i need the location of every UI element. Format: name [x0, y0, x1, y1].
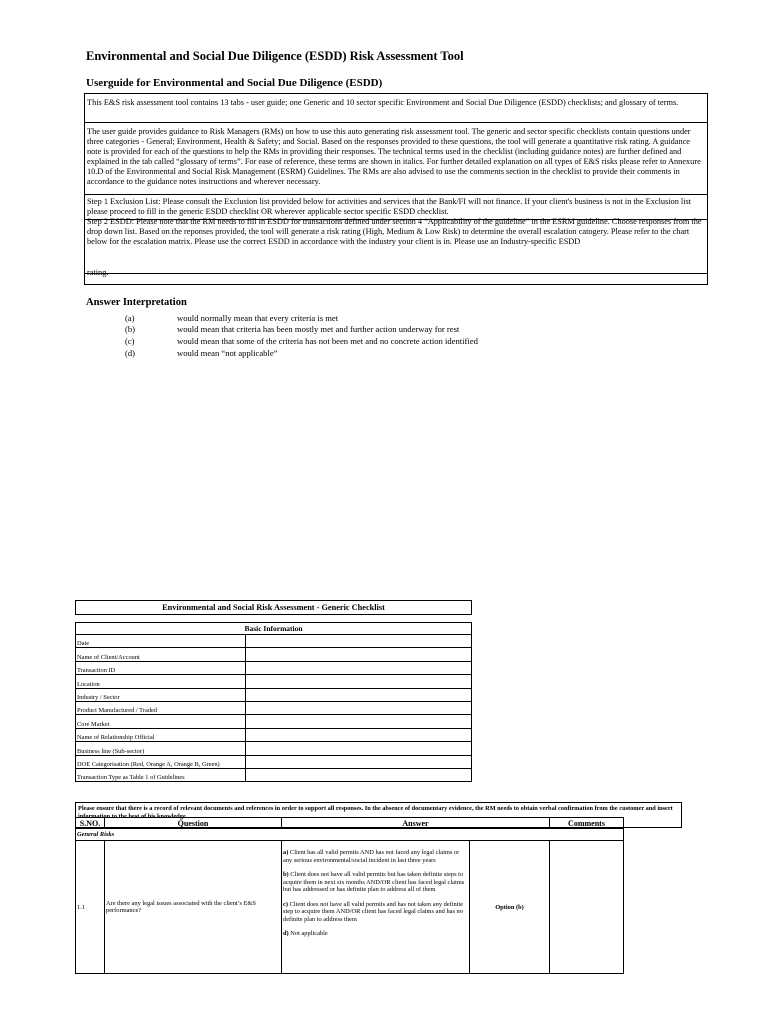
guide-divider	[85, 122, 707, 123]
comments-field[interactable]	[550, 841, 624, 974]
basic-info-label: Name of Client/Account	[76, 648, 246, 661]
answer-letter: (a)	[125, 313, 135, 323]
basic-info-label: Product Manufactured / Traded	[76, 701, 246, 714]
basic-info-label: Transaction Type as Table 1 of Guidelines	[76, 768, 246, 781]
checklist-question-table	[75, 817, 624, 974]
guide-paragraph-usage: The user guide provides guidance to Risk Managers (RMs) on how to use this auto generating risk assessment tool. The generic and sector specific checklists contain questions under three categories - General; Environment, Health & Safety; and Social. Based on the responses provided to these questions, the tool will generate a quantitative risk rating. A guidance note is provided for each of the questions to help the RMs in providing their responses. The technical terms used in the checklist (including guidance notes) are further defined and explained in the tab called “glossary of terms”. For ease of reference, these terms are shown in italics. For further detailed explanation on all types of E&S risks please refer to Annexure 10.D of the Environmental and Social Risk Management (ESRM) Guidelines. The RMs are also advised to use the comments section in the checklist to provide their comments in accordance to the guidance notes instructions and wherever necessary.	[87, 127, 701, 186]
basic-info-row	[76, 675, 472, 688]
basic-info-row	[76, 701, 472, 714]
basic-info-value-field[interactable]	[246, 661, 472, 674]
guide-divider	[85, 219, 707, 220]
basic-info-label: Industry / Sector	[76, 688, 246, 701]
basic-info-label: DOE Categorisation (Red, Orange A, Orange B, Green)	[76, 755, 246, 768]
basic-info-row	[76, 768, 472, 781]
basic-info-row	[76, 728, 472, 741]
answer-item	[125, 324, 459, 334]
answer-letter: (b)	[125, 324, 136, 334]
answer-letter: (d)	[125, 348, 136, 358]
answer-option-d: d) Not applicable	[283, 930, 328, 937]
basic-info-label: Location	[76, 675, 246, 688]
basic-info-row	[76, 635, 472, 648]
answer-option-c: c) Client does not have all valid permits and has not taken any definite step to acquire them AND/OR client has faced legal claims and has no definite plan to address them	[283, 900, 464, 923]
basic-info-value-field[interactable]	[246, 635, 472, 648]
answer-letter: (c)	[125, 336, 135, 346]
answer-item	[125, 313, 338, 323]
basic-info-row	[76, 688, 472, 701]
basic-info-label: Name of Relationship Official	[76, 728, 246, 741]
answer-text: would normally mean that every criteria is met	[177, 313, 339, 323]
basic-info-value-field[interactable]	[246, 755, 472, 768]
basic-info-table	[75, 622, 472, 782]
basic-info-label: Business line (Sub-sector)	[76, 742, 246, 755]
answer-interpretation-heading: Answer Interpretation	[86, 297, 187, 308]
column-header-comments: Comments	[550, 818, 624, 829]
guide-divider	[85, 194, 707, 195]
basic-info-value-field[interactable]	[246, 728, 472, 741]
column-header-answer: Answer	[282, 818, 550, 829]
basic-info-value-field[interactable]	[246, 675, 472, 688]
question-sno: 1.1	[76, 841, 105, 974]
question-text: Are there any legal issues associated with the client’s E&S performance?	[105, 841, 282, 974]
basic-info-value-field[interactable]	[246, 701, 472, 714]
basic-info-value-field[interactable]	[246, 715, 472, 728]
answer-text: would mean that criteria has been mostly met and further action underway for rest	[177, 324, 460, 334]
table-row	[76, 841, 624, 974]
guide-paragraph-step1: Step 1 Exclusion List: Please consult the Exclusion list provided below for activities and services that the Bank/FI will not finance. If your client's business is not in the Exclusion list please proceed to fill in the generic ESDD checklist OR wherever applicable sector specific ESDD checklist.	[87, 197, 692, 216]
answer-option-a: a) Client has all valid permits AND has not faced any legal claims or any serious environmental/social incident in last three years	[283, 849, 460, 864]
basic-info-header: Basic Information	[76, 623, 472, 635]
basic-info-value-field[interactable]	[246, 688, 472, 701]
answer-dropdown[interactable]: Option (b)	[470, 841, 550, 974]
basic-info-row	[76, 715, 472, 728]
basic-info-row	[76, 755, 472, 768]
basic-info-label: Core Market	[76, 715, 246, 728]
guide-paragraph-rating: rating.	[87, 268, 109, 277]
basic-info-label: Transaction ID	[76, 661, 246, 674]
answer-text: would mean “not applicable”	[177, 348, 278, 358]
basic-info-row	[76, 648, 472, 661]
basic-info-row	[76, 661, 472, 674]
basic-info-label: Date	[76, 635, 246, 648]
checklist-title: Environmental and Social Risk Assessment - Generic Checklist	[75, 600, 472, 615]
answer-options	[282, 841, 470, 974]
column-header-question: Question	[105, 818, 282, 829]
basic-info-value-field[interactable]	[246, 768, 472, 781]
basic-info-value-field[interactable]	[246, 648, 472, 661]
section-label-general-risks: General Risks	[76, 829, 624, 841]
userguide-box	[84, 93, 708, 285]
userguide-heading: Userguide for Environmental and Social Due Diligence (ESDD)	[86, 77, 383, 89]
basic-info-row	[76, 742, 472, 755]
basic-info-value-field[interactable]	[246, 742, 472, 755]
document-title: Environmental and Social Due Diligence (ESDD) Risk Assessment Tool	[86, 49, 464, 63]
documentation-note: Please ensure that there is a record of relevant documents and references in order to support all responses. In the absence of documentary evidence, the RM needs to obtain verbal confirmation from the customer and insert information to the best of his knowledge.	[75, 802, 682, 828]
guide-paragraph-intro: This E&S risk assessment tool contains 13 tabs - user guide; one Generic and 10 sector specific Environment and Social Due Diligence (ESDD) checklists; and glossary of terms.	[87, 98, 679, 107]
column-header-sno: S.NO.	[76, 818, 105, 829]
guide-paragraph-step2: Step 2 ESDD: Please note that the RM needs to fill in ESDD for transactions defined under section 4 “Applicability of the guideline” in the ESRM guideline. Choose responses from the drop down list. Based on the reponses provided, the tool will generate a risk rating (High, Medium & Low Risk) to determine the overall escalation catogery. Please refer to the chart below for the escalation matrix. Please use the correct ESDD in accordance with the industry your client is in. Please use an Industry-specific ESDD	[87, 217, 702, 246]
answer-item	[125, 348, 277, 358]
answer-text: would mean that some of the criteria has not been met and no concrete action identified	[177, 336, 478, 346]
answer-item	[125, 336, 478, 346]
answer-option-b: b) Client does not have all valid permits but has taken definite steps to acquire them in next six months AND/OR client has faced legal claims but has addressed or has definite plan to address all of them	[283, 871, 465, 893]
